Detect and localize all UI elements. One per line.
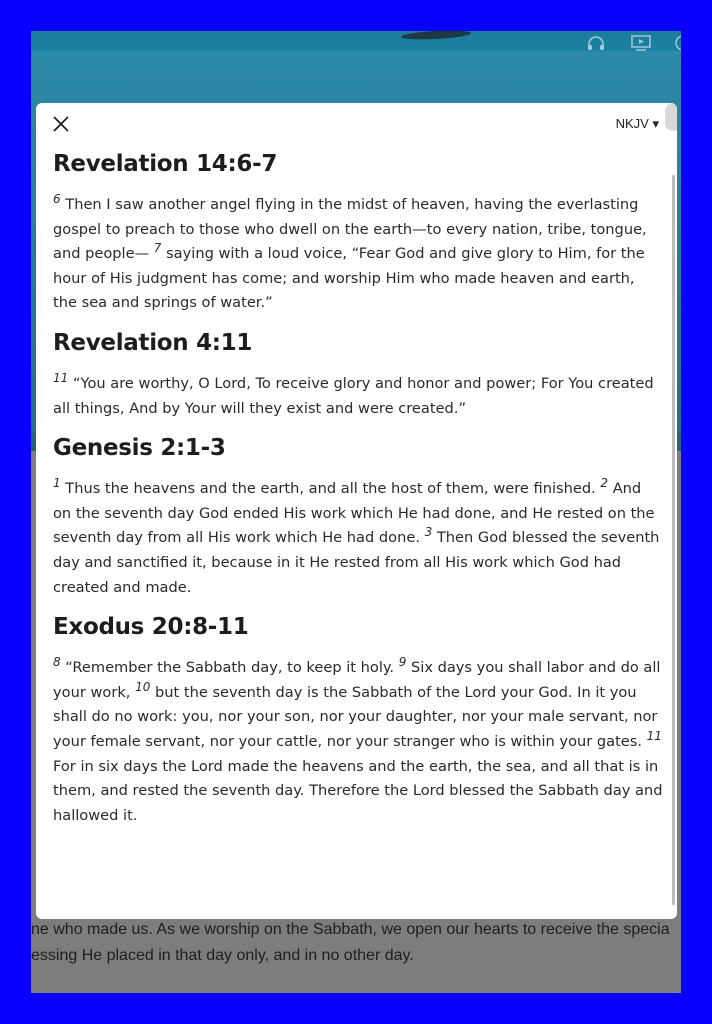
- passage-text: [53, 656, 663, 828]
- verse-text: but the seventh day is the Sabbath of the Lord your God. In it you shall do no work: you, nor your son, nor your daughter, nor your male servant, nor your female servant, nor your cattle, nor your stranger who is within your gates.: [53, 683, 658, 750]
- verse-text: “Remember the Sabbath day, to keep it holy.: [65, 659, 399, 677]
- passage: [53, 435, 663, 600]
- passage-title: Exodus 20:8-11: [53, 614, 249, 641]
- verse-number: 2: [600, 476, 609, 491]
- headphones-icon[interactable]: [587, 35, 605, 51]
- background-text-line: essing He placed in that day only, and in no other day.: [31, 947, 414, 964]
- video-icon[interactable]: [631, 35, 649, 51]
- verse-text: Then God blessed the seventh day and sanctified it, because in it He rested from all His work which God had created and made.: [53, 529, 660, 596]
- scroll-handle[interactable]: [665, 103, 677, 131]
- verse-text: Then I saw another angel flying in the midst of heaven, having the everlasting gospel to preach to those who dwell on the earth—to every nation, tribe, tongue, and people—: [53, 196, 647, 263]
- passage: [53, 330, 663, 421]
- verse-number: 11: [646, 729, 662, 744]
- verse-text: And on the seventh day God ended His work which He had done, and He rested on the seventh day from all His work which He had done.: [53, 480, 655, 547]
- passages-content: [53, 151, 663, 842]
- close-button[interactable]: [50, 113, 72, 135]
- verse-number: 6: [53, 192, 61, 207]
- passage: [53, 614, 663, 828]
- verse-number: 11: [53, 371, 69, 386]
- verse-number: 1: [53, 476, 61, 491]
- passage-title: Revelation 4:11: [53, 329, 253, 356]
- verse-number: 8: [53, 655, 61, 670]
- passage-text: [53, 372, 663, 421]
- background-app: [31, 31, 681, 993]
- verse-number: 7: [153, 241, 162, 256]
- more-icon[interactable]: [673, 35, 681, 51]
- verse-text: saying with a loud voice, “Fear God and give glory to Him, for the hour of His judgment has come; and worship Him who made heaven and earth, the sea and springs of water.”: [53, 245, 645, 312]
- bible-version-dropdown[interactable]: NKJV ▾: [615, 116, 659, 131]
- verse-number: 9: [398, 655, 407, 670]
- passage: [53, 151, 663, 316]
- verse-number: 3: [424, 525, 433, 540]
- verse-text: “You are worthy, O Lord, To receive glory and honor and power; For You created all things, And by Your will they exist and were created.”: [53, 374, 654, 417]
- bird-silhouette: [401, 31, 471, 41]
- scrollbar[interactable]: [672, 175, 675, 905]
- bible-passage-modal: [36, 103, 677, 919]
- passage-text: [53, 477, 663, 600]
- passage-title: Genesis 2:1-3: [53, 435, 226, 462]
- background-text-line: ne who made us. As we worship on the Sabbath, we open our hearts to receive the specia: [31, 921, 670, 938]
- passage-text: [53, 193, 663, 316]
- verse-text: For in six days the Lord made the heavens and the earth, the sea, and all that is in them, and rested the seventh day. Therefore the Lord blessed the Sabbath day and hallowed it.: [53, 757, 663, 824]
- verse-text: Thus the heavens and the earth, and all the host of them, were finished.: [65, 480, 601, 498]
- passage-title: Revelation 14:6-7: [53, 151, 278, 177]
- close-icon: [50, 113, 72, 135]
- verse-text: Six days you shall labor and do all your work,: [53, 659, 661, 701]
- verse-number: 10: [135, 679, 151, 694]
- modal-header: [36, 103, 677, 145]
